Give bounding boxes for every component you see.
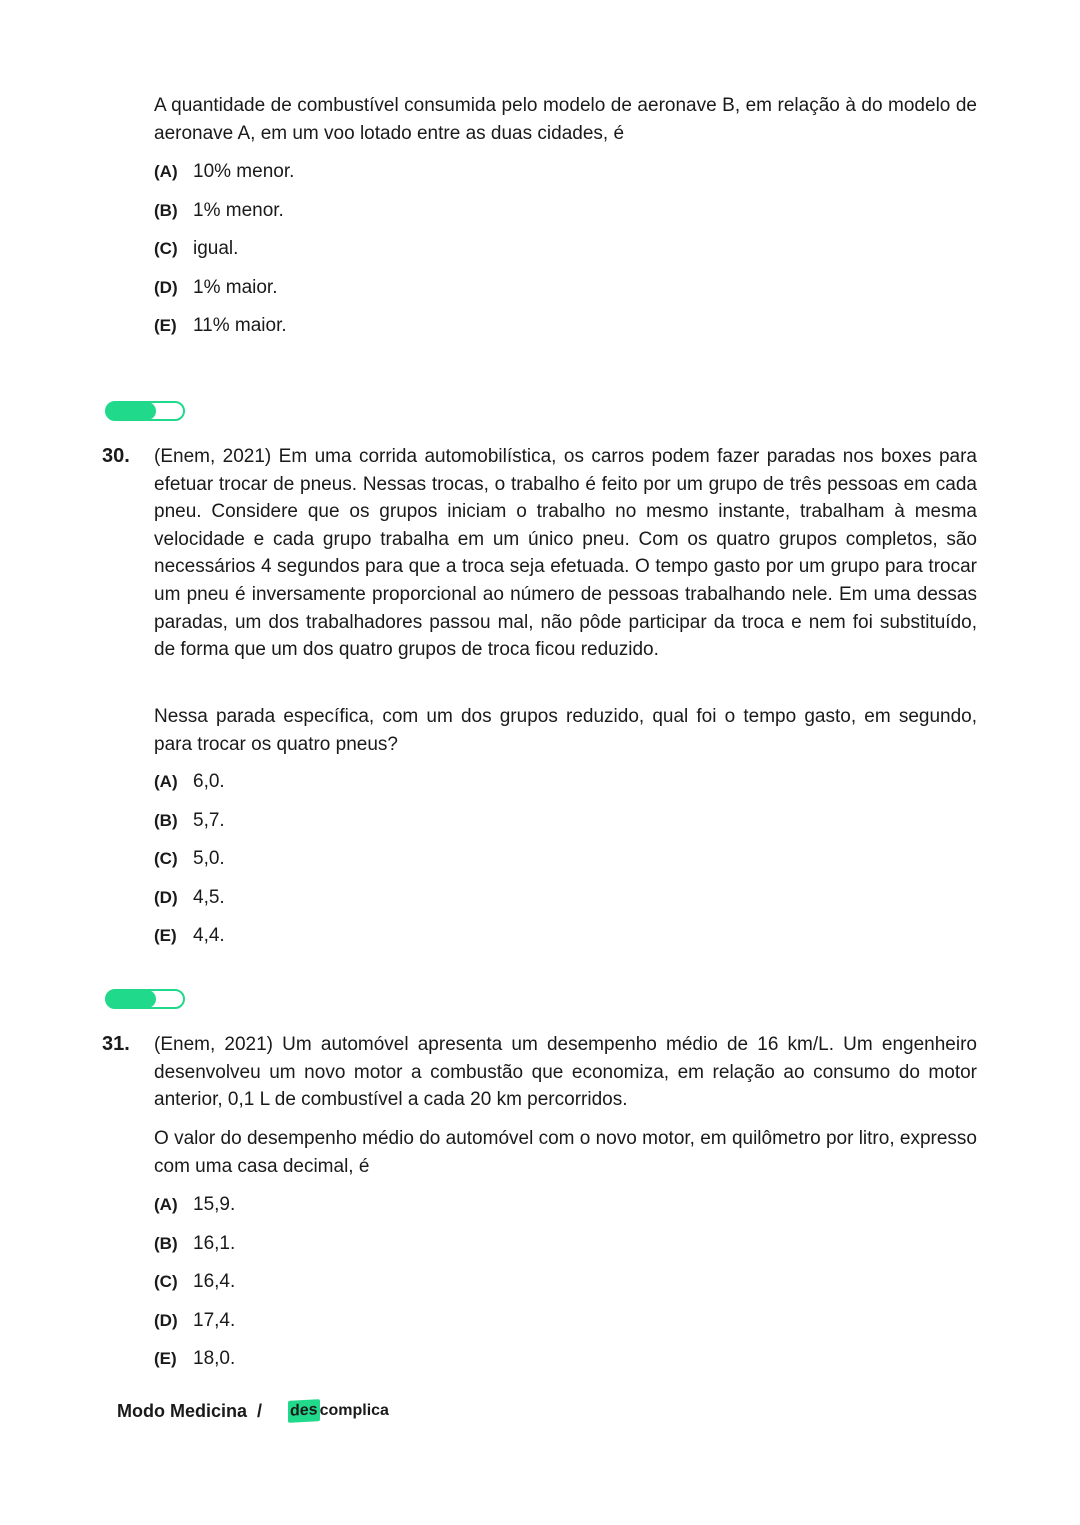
progress-toggle-icon <box>105 989 185 1009</box>
descomplica-logo <box>288 1400 389 1422</box>
option-letter: (C) <box>154 239 178 258</box>
option-e[interactable] <box>154 312 294 351</box>
q31-text: (Enem, 2021) Um automóvel apresenta um desempenho médio de 16 km/L. Um engenheiro desenvolveu um novo motor a combustão que economiza, em relação ao consumo do motor anterior, 0,1 L de combustível a cada 20 km percorridos. <box>154 1034 977 1111</box>
option-text: 6,0. <box>193 771 225 792</box>
option-text: 15,9. <box>193 1194 236 1215</box>
option-a[interactable] <box>154 768 225 807</box>
option-a[interactable] <box>154 158 294 197</box>
q31-stem: O valor do desempenho médio do automóvel com o novo motor, em quilômetro por litro, expresso com uma casa decimal, é <box>154 1128 977 1177</box>
option-text: 1% menor. <box>193 199 284 221</box>
q31-options <box>154 1191 235 1384</box>
q30-options <box>154 768 225 961</box>
option-letter: (E) <box>154 316 177 335</box>
option-letter: (B) <box>154 810 178 830</box>
option-d[interactable] <box>154 1307 235 1346</box>
option-c[interactable] <box>154 1268 235 1307</box>
question-number: 30. <box>102 445 130 467</box>
option-letter: (D) <box>154 887 178 907</box>
option-text: 17,4. <box>193 1309 236 1331</box>
q30-text: (Enem, 2021) Em uma corrida automobilística, os carros podem fazer paradas nos boxes para efetuar trocar de pneus. Nessas trocas, o trabalho é feito por um grupo de três pessoas em cada pneu. Considere que os grupos iniciam o trabalho no mesmo instante, trabalham à mesma velocidade e cada grupo trabalha em um único pneu. Com os quatro grupos completos, são necessários 4 segundos para que a troca seja efetuada. O tempo gasto por um grupo para trocar um pneu é inversamente proporcional ao número de pessoas trabalhando nele. Em uma dessas paradas, um dos trabalhadores passou mal, não pôde participar da troca e nem foi substituído, de forma que um dos quatro grupos de troca ficou reduzido. <box>154 446 977 661</box>
option-text: 5,0. <box>193 848 225 869</box>
option-letter: (A) <box>154 1195 178 1214</box>
q30-stem: Nessa parada específica, com um dos grupos reduzido, qual foi o tempo gasto, em segundo, para trocar os quatro pneus? <box>154 706 977 755</box>
q29-options <box>154 158 294 351</box>
option-d[interactable] <box>154 884 225 923</box>
option-text: 11% maior. <box>193 315 287 336</box>
footer-separator: / <box>257 1400 263 1421</box>
option-text: 4,5. <box>193 886 225 908</box>
option-letter: (E) <box>154 926 177 945</box>
logo-complica: complica <box>319 1402 389 1419</box>
question-number: 31. <box>102 1033 130 1055</box>
option-e[interactable] <box>154 1345 235 1384</box>
option-text: 4,4. <box>193 925 225 946</box>
option-c[interactable] <box>154 845 225 884</box>
option-b[interactable] <box>154 197 294 236</box>
progress-toggle-icon <box>105 401 185 421</box>
logo-des: des <box>288 1399 320 1423</box>
option-letter: (A) <box>154 162 178 181</box>
option-b[interactable] <box>154 807 225 846</box>
option-letter: (B) <box>154 1233 178 1253</box>
option-text: 5,7. <box>193 809 225 831</box>
q29-stem: A quantidade de combustível consumida pelo modelo de aeronave B, em relação à do modelo de aeronave A, em um voo lotado entre as duas cidades, é <box>154 95 977 144</box>
option-c[interactable] <box>154 235 294 274</box>
option-e[interactable] <box>154 922 225 961</box>
option-b[interactable] <box>154 1230 235 1269</box>
option-text: 16,1. <box>193 1232 236 1254</box>
option-letter: (A) <box>154 772 178 791</box>
option-text: 10% menor. <box>193 161 295 182</box>
option-letter: (D) <box>154 1310 178 1330</box>
option-letter: (B) <box>154 200 178 220</box>
option-letter: (E) <box>154 1349 177 1368</box>
option-text: igual. <box>193 238 239 259</box>
option-text: 16,4. <box>193 1271 236 1292</box>
option-text: 1% maior. <box>193 276 278 298</box>
option-letter: (D) <box>154 277 178 297</box>
option-letter: (C) <box>154 849 178 868</box>
option-text: 18,0. <box>193 1348 236 1369</box>
option-a[interactable] <box>154 1191 235 1230</box>
footer-brand: Modo Medicina <box>117 1400 247 1421</box>
option-d[interactable] <box>154 274 294 313</box>
footer <box>117 1400 389 1422</box>
option-letter: (C) <box>154 1272 178 1291</box>
